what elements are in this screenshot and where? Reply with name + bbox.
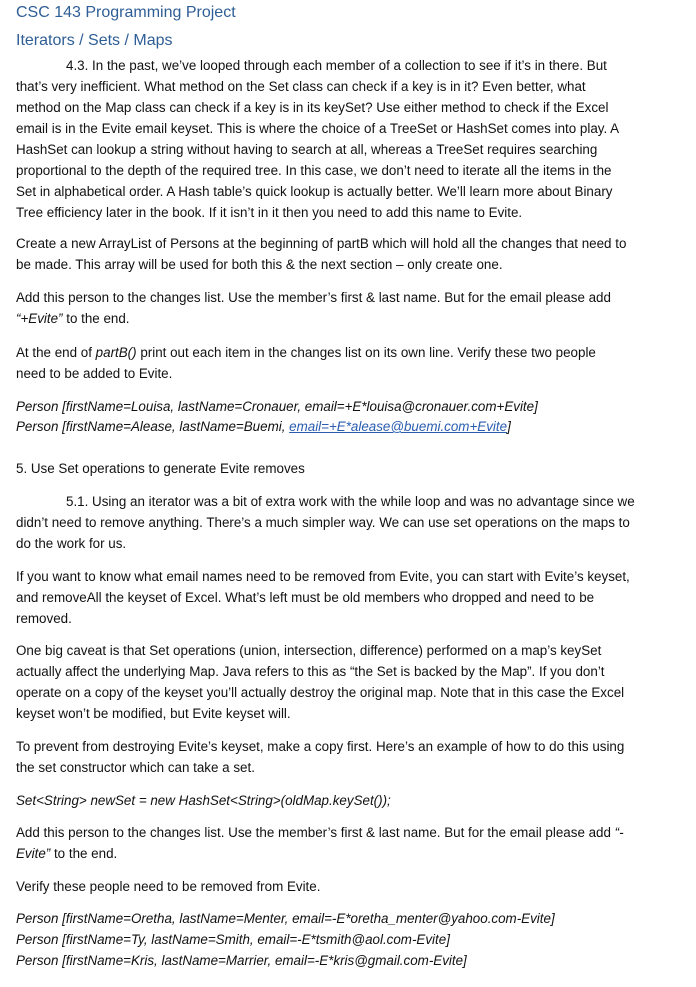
person-record: Person [firstName=Oretha, lastName=Menter, email=-E*oretha_menter@yahoo.com-Evite] bbox=[16, 911, 555, 926]
text-line: 4.3. In the past, we’ve looped through each member of a collection to see if it’s in there. But bbox=[66, 58, 607, 73]
text-line: removed. bbox=[16, 611, 72, 626]
italic-text: “+Evite” bbox=[16, 311, 63, 326]
text-line bbox=[16, 822, 624, 843]
text-line: One big caveat is that Set operations (union, intersection, difference) performed on a map’s keySet bbox=[16, 643, 602, 658]
text-span: ] bbox=[507, 419, 511, 434]
text-line: Tree efficiency later in the book. If it isn’t in it then you need to add this name to Evite. bbox=[16, 205, 523, 220]
text-line: Set in alphabetical order. A Hash table’s quick lookup is actually better. We’ll learn more about Binary bbox=[16, 184, 613, 199]
course-title: CSC 143 Programming Project bbox=[16, 4, 236, 21]
text-line bbox=[16, 843, 117, 864]
text-line: be made. This array will be used for both this & the next section – only create one. bbox=[16, 257, 503, 272]
verify-remove-text: Verify these people need to be removed from Evite. bbox=[16, 879, 321, 894]
text-line bbox=[16, 342, 596, 363]
code-example: Set<String> newSet = new HashSet<String>(oldMap.keySet()); bbox=[16, 793, 391, 808]
text-span: to the end. bbox=[50, 846, 118, 861]
text-line: operate on a copy of the keyset you’ll actually destroy the original map. Note that in this case the Excel bbox=[16, 685, 625, 700]
text-line: email is in the Evite email keyset. This is where the choice of a TreeSet or HashSet comes into play. A bbox=[16, 121, 620, 136]
text-line: 5.1. Using an iterator was a bit of extra work with the while loop and was no advantage since we bbox=[66, 494, 635, 509]
text-line: do the work for us. bbox=[16, 536, 127, 551]
text-line: proportional to the depth of the required tree. In this case, we don’t need to iterate all the items in the bbox=[16, 163, 612, 178]
text-line: the set constructor which can take a set. bbox=[16, 760, 255, 775]
text-line: To prevent from destroying Evite’s keyset, make a copy first. Here’s an example of how to do this using bbox=[16, 739, 625, 754]
person-record: Person [firstName=Ty, lastName=Smith, email=-E*tsmith@aol.com-Evite] bbox=[16, 932, 450, 947]
text-span: At the end of bbox=[16, 345, 96, 360]
text-line: and removeAll the keyset of Excel. What’s left must be old members who dropped and need to be bbox=[16, 590, 595, 605]
text-line: keyset won’t be modified, but Evite keyset will. bbox=[16, 706, 291, 721]
text-span: Person [firstName=Alease, lastName=Buemi, bbox=[16, 419, 290, 434]
topic-title: Iterators / Sets / Maps bbox=[16, 32, 173, 49]
text-line: that’s very inefficient. What method on the Set class can check if a key is in it? Even better, what bbox=[16, 79, 586, 94]
email-link[interactable]: email=+E*alease@buemi.com+Evite bbox=[289, 419, 508, 434]
person-record: Person [firstName=Kris, lastName=Marrier, email=-E*kris@gmail.com-Evite] bbox=[16, 953, 467, 968]
text-line: Add this person to the changes list. Use the member’s first & last name. But for the email please add bbox=[16, 290, 611, 305]
section-5-heading: 5. Use Set operations to generate Evite removes bbox=[16, 461, 305, 476]
text-span: to the end. bbox=[62, 311, 130, 326]
text-line: actually affect the underlying Map. Java refers to this as “the Set is backed by the Map”. If you don’t bbox=[16, 664, 605, 679]
italic-text: partB() bbox=[95, 345, 137, 360]
text-line: didn’t need to remove anything. There’s a much simpler way. We can use set operations on the maps to bbox=[16, 515, 630, 530]
text-span: Add this person to the changes list. Use the member’s first & last name. But for the email please add bbox=[16, 825, 615, 840]
person-record bbox=[16, 416, 511, 437]
text-line: HashSet can lookup a string without having to search at all, whereas a TreeSet requires searching bbox=[16, 142, 598, 157]
italic-text: “- bbox=[614, 825, 624, 840]
text-span: print out each item in the changes list on its own line. Verify these two people bbox=[136, 345, 596, 360]
person-record: Person [firstName=Louisa, lastName=Cronauer, email=+E*louisa@cronauer.com+Evite] bbox=[16, 399, 538, 414]
italic-text: Evite” bbox=[16, 846, 51, 861]
text-line: If you want to know what email names need to be removed from Evite, you can start with Evite’s keyset, bbox=[16, 569, 630, 584]
text-line: need to be added to Evite. bbox=[16, 366, 173, 381]
text-line bbox=[16, 308, 130, 329]
text-line: Create a new ArrayList of Persons at the beginning of partB which will hold all the changes that need to bbox=[16, 236, 627, 251]
text-line: method on the Map class can check if a key is in its keySet? Use either method to check if the Excel bbox=[16, 100, 609, 115]
